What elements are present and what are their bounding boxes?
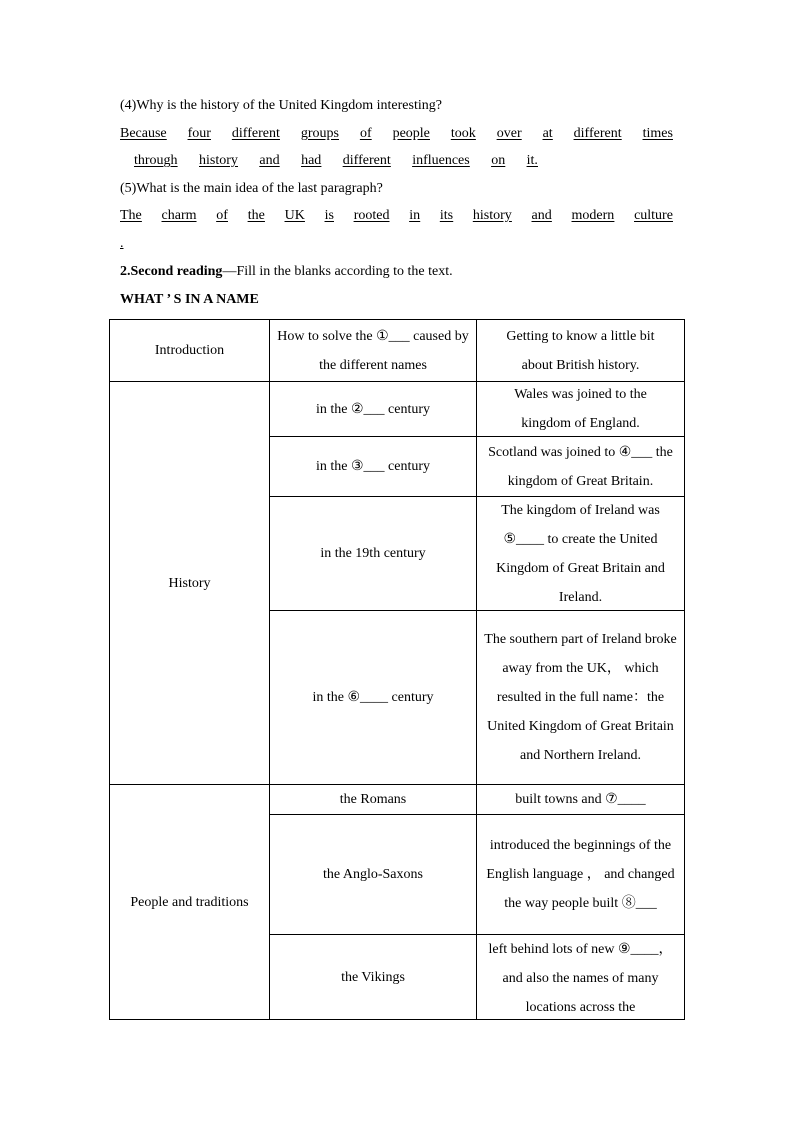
history-event-cell	[477, 437, 684, 496]
people-group: the Romans	[339, 792, 407, 807]
answer-word: Because	[120, 126, 167, 141]
answer-word: and	[531, 208, 552, 223]
history-event-cell	[477, 382, 684, 436]
answer-word: over	[496, 126, 522, 141]
answer-5-line-2: .	[120, 236, 124, 251]
people-group-cell	[270, 935, 476, 1019]
answer-word: on	[491, 153, 506, 168]
answer-word: history	[472, 208, 512, 223]
question-4: (4)Why is the history of the United Kingdom interesting?	[120, 98, 442, 113]
intro-question-cell	[270, 320, 476, 381]
people-group-cell	[270, 815, 476, 934]
intro-label-cell	[110, 320, 269, 381]
answer-word: The	[120, 208, 142, 223]
answer-word: different	[231, 126, 280, 141]
intro-label: Introduction	[154, 343, 225, 358]
answer-word: the	[247, 208, 265, 223]
people-contribution-cell	[477, 935, 684, 1019]
people-group: the Anglo-Saxons	[323, 867, 423, 882]
history-period-cell	[270, 437, 476, 496]
answer-word: culture	[634, 208, 673, 223]
intro-answer: Getting to know a little bit about British history.	[506, 328, 655, 373]
answer-4-line-1	[120, 125, 673, 143]
answer-word: history	[199, 153, 238, 168]
people-label: People and traditions	[130, 894, 249, 910]
section-number: 2	[120, 264, 127, 279]
history-period-cell	[270, 382, 476, 436]
answer-word: times	[642, 126, 673, 141]
table-title: WHAT ’ S IN A NAME	[120, 292, 259, 307]
people-contribution: left behind lots of new ⑨____， and also the names of many locations across the	[488, 942, 673, 1015]
history-event: The kingdom of Ireland was ⑤____ to create the United Kingdom of Great Britain and Ireland.	[496, 502, 665, 605]
second-reading-heading	[120, 263, 673, 281]
answer-word: at	[542, 126, 553, 141]
answer-word: modern	[571, 208, 615, 223]
history-period: in the ②___ century	[315, 401, 431, 417]
answer-word: UK	[284, 208, 305, 223]
question-5: (5)What is the main idea of the last paragraph?	[120, 181, 383, 196]
intro-question: How to solve the ①___ caused by the different names	[277, 328, 469, 373]
history-event: The southern part of Ireland broke away from the UK， which resulted in the full name：the United Kingdom of Great Britain and Northern Ireland.	[484, 632, 677, 763]
answer-word: four	[187, 126, 211, 141]
answer-word: and	[259, 153, 280, 168]
people-contribution-cell	[477, 785, 684, 814]
people-group: the Vikings	[341, 969, 405, 985]
history-period: in the ⑥____ century	[312, 690, 434, 705]
answer-word: of	[359, 126, 372, 141]
answer-word: influences	[412, 153, 470, 168]
answer-word: charm	[161, 208, 197, 223]
history-period: in the ③___ century	[315, 459, 431, 474]
answer-word: its	[439, 208, 454, 223]
section-title: .Second reading	[127, 264, 223, 279]
answer-word: of	[216, 208, 228, 223]
answer-word: had	[301, 153, 322, 168]
history-event-cell	[477, 611, 684, 784]
answer-word: groups	[300, 126, 339, 141]
people-contribution-cell	[477, 815, 684, 934]
intro-answer-cell	[477, 320, 684, 381]
section-instruction: —Fill in the blanks according to the text.	[222, 264, 453, 279]
history-period-cell	[270, 497, 476, 610]
answer-5-line-1	[120, 207, 673, 225]
people-group-cell	[270, 785, 476, 814]
answer-4-line-2	[120, 152, 538, 170]
answer-word: different	[573, 126, 622, 141]
answer-word: rooted	[353, 208, 390, 223]
history-period-cell	[270, 611, 476, 784]
answer-word: it.	[526, 153, 538, 168]
history-event: Scotland was joined to ④___ the kingdom of Great Britain.	[488, 444, 673, 489]
history-period: in the 19th century	[320, 546, 426, 561]
answer-word: through	[134, 153, 178, 168]
answer-word: different	[342, 153, 391, 168]
people-contribution: introduced the beginnings of the English language ， and changed the way people built ⑧___	[486, 838, 675, 911]
history-event-cell	[477, 497, 684, 610]
history-label-cell	[110, 382, 269, 784]
answer-word: people	[392, 126, 430, 141]
answer-word: is	[324, 208, 334, 223]
people-contribution: built towns and ⑦____	[515, 792, 646, 807]
history-event: Wales was joined to the kingdom of England.	[514, 387, 647, 431]
answer-word: took	[450, 126, 476, 141]
name-table	[109, 319, 685, 1020]
answer-word: in	[409, 208, 421, 223]
history-label: History	[168, 575, 211, 591]
people-label-cell	[110, 785, 269, 1019]
